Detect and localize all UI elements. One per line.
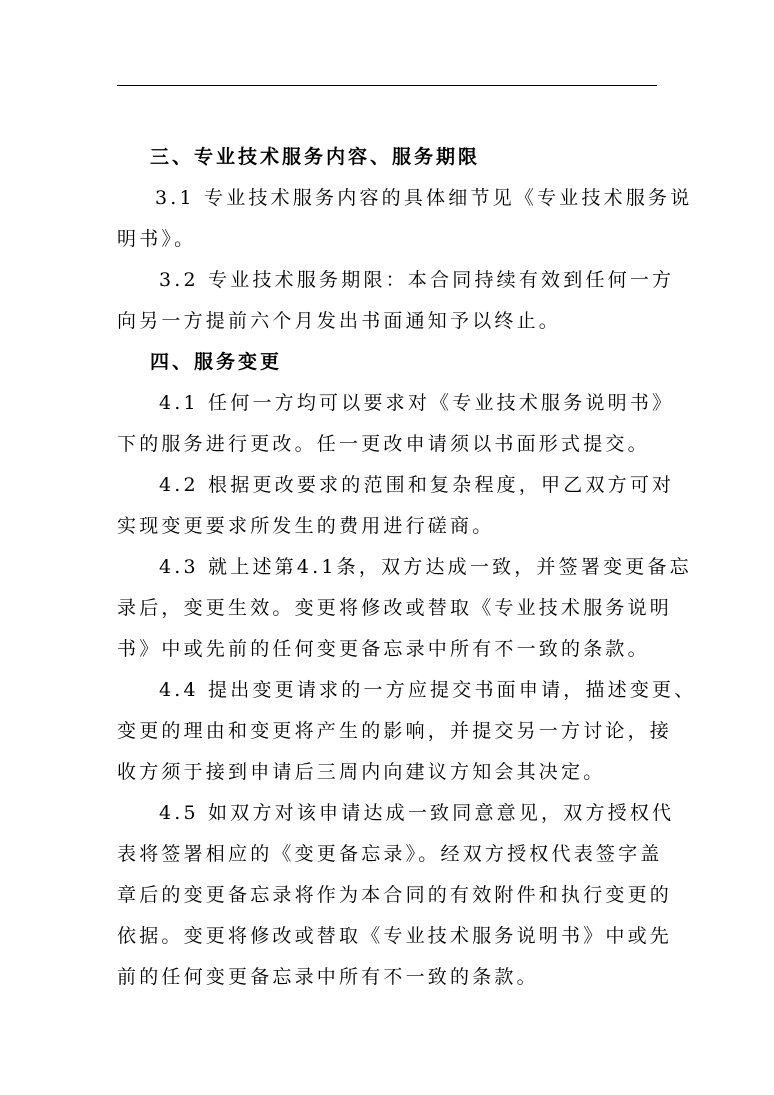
section-3-heading: 三、专业技术服务内容、服务期限 bbox=[150, 146, 481, 168]
document-body bbox=[117, 137, 697, 998]
clause-4-3-line-1: 4.3 就上述第4.1条，双方达成一致，并签署变更备忘 bbox=[159, 556, 692, 578]
clause-3-2-line-2: 向另一方提前六个月发出书面通知予以终止。 bbox=[117, 310, 562, 332]
clause-4-5-line-5: 前的任何变更备忘录中所有不一致的条款。 bbox=[117, 966, 539, 988]
clause-4-1 bbox=[117, 383, 675, 465]
clause-4-5-line-4: 依据。变更将修改或替取《专业技术服务说明书》中或先 bbox=[117, 925, 673, 947]
clause-3-2-line-1: 3.2 专业技术服务期限：本合同持续有效到任何一方 bbox=[159, 269, 675, 291]
clause-4-2-line-2: 实现变更要求所发生的费用进行磋商。 bbox=[117, 515, 495, 537]
clause-4-4 bbox=[117, 670, 697, 793]
clause-3-1-line-1: 3.1 专业技术服务内容的具体细节见《专业技术服务说 bbox=[155, 187, 693, 209]
header-rule bbox=[117, 85, 657, 86]
clause-4-3 bbox=[117, 547, 692, 670]
section-4-heading: 四、服务变更 bbox=[150, 351, 283, 373]
clause-4-3-line-3: 书》中或先前的任何变更备忘录中所有不一致的条款。 bbox=[117, 638, 650, 660]
clause-4-5-line-1: 4.5 如双方对该申请达成一致同意意见，双方授权代 bbox=[159, 802, 675, 824]
clause-4-2 bbox=[117, 465, 675, 547]
clause-3-1-line-2: 明书》。 bbox=[117, 228, 197, 250]
clause-4-1-line-1: 4.1 任何一方均可以要求对《专业技术服务说明书》 bbox=[159, 392, 675, 414]
clause-4-5-line-2: 表将签署相应的《变更备忘录》。经双方授权代表签字盖 bbox=[117, 843, 663, 865]
clause-3-1 bbox=[117, 178, 693, 260]
clause-4-4-line-2: 变更的理由和变更将产生的影响，并提交另一方讨论，接 bbox=[117, 720, 673, 742]
clause-3-2 bbox=[117, 260, 675, 342]
clause-4-5 bbox=[117, 793, 675, 998]
clause-4-3-line-2: 录后，变更生效。变更将修改或替取《专业技术服务说明 bbox=[117, 597, 673, 619]
clause-4-4-line-3: 收方须于接到申请后三周内向建议方知会其决定。 bbox=[117, 761, 606, 783]
clause-4-5-line-3: 章后的变更备忘录将作为本合同的有效附件和执行变更的 bbox=[117, 884, 673, 906]
clause-4-1-line-2: 下的服务进行更改。任一更改申请须以书面形式提交。 bbox=[117, 433, 650, 455]
clause-4-2-line-1: 4.2 根据更改要求的范围和复杂程度，甲乙双方可对 bbox=[159, 474, 675, 496]
clause-4-4-line-1: 4.4 提出变更请求的一方应提交书面申请，描述变更、 bbox=[159, 679, 697, 701]
